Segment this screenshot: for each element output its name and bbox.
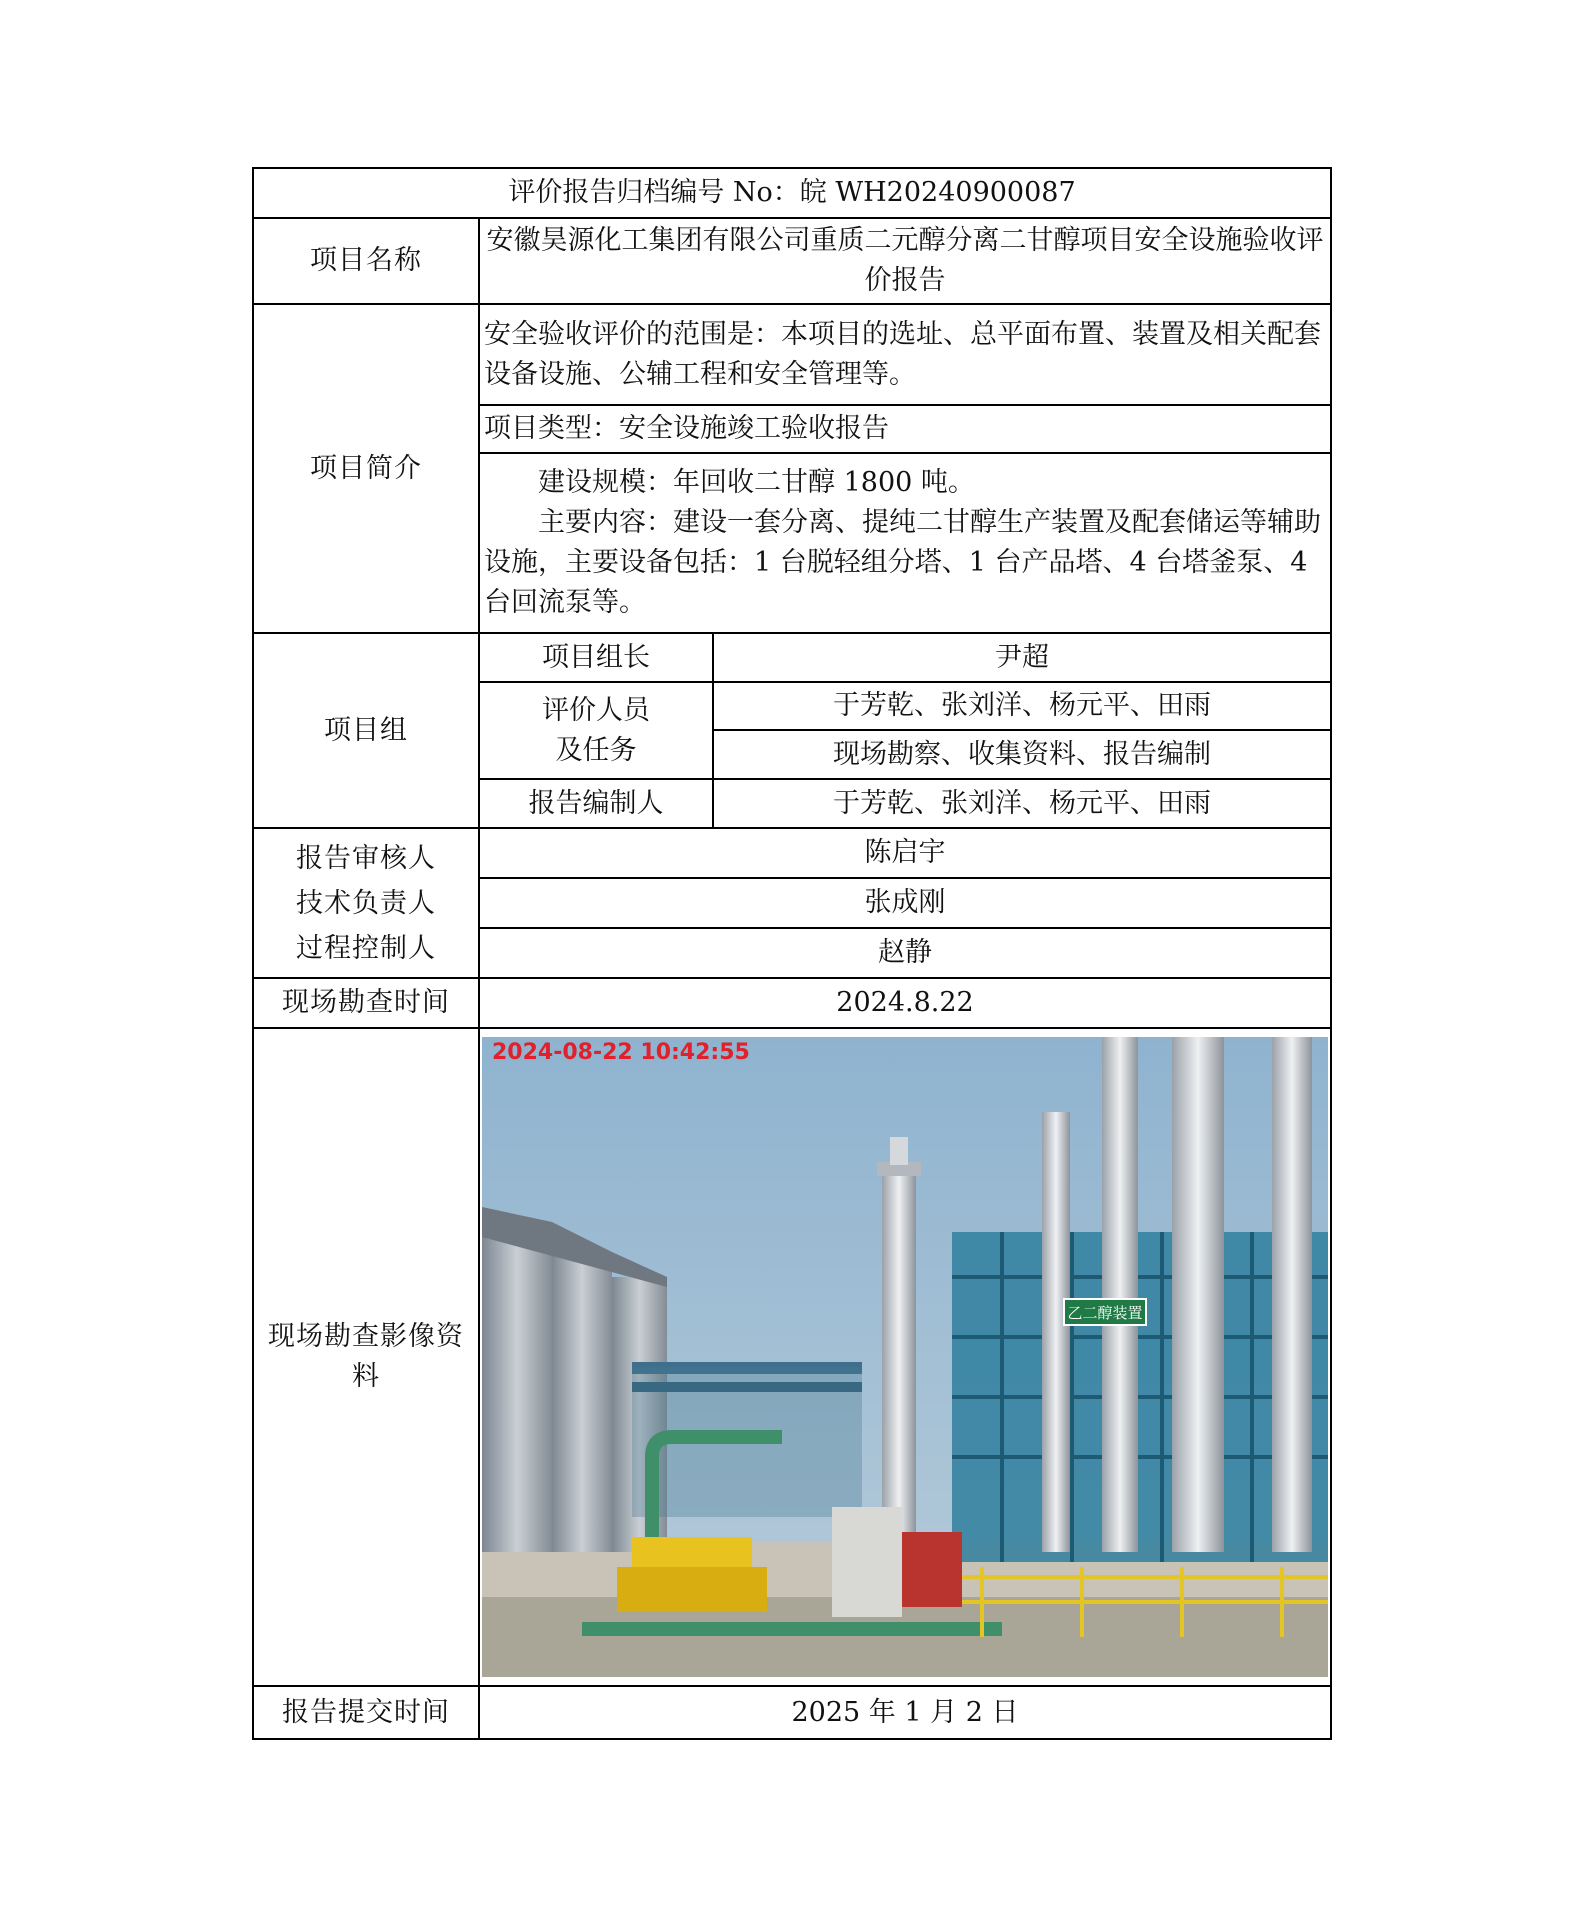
group-leader-value: 尹超 [713,633,1331,682]
project-intro-label: 项目简介 [253,304,479,633]
site-survey-photo [482,1037,1328,1677]
evaluators-label [479,682,713,779]
main-content: 主要内容：建设一套分离、提纯二甘醇生产装置及配套储运等辅助设施，主要设备包括：1 台脱轻组分塔、1 台产品塔、4 台塔釜泵、4 台回流泵等。 [484,507,1321,618]
tech-lead-label: 技术负责人 [296,887,436,919]
process-controller-value: 赵静 [479,928,1331,978]
evaluators-value: 于芳乾、张刘洋、杨元平、田雨 [713,682,1331,730]
evaluation-scope: 安全验收评价的范围是：本项目的选址、总平面布置、装置及相关配套设备设施、公辅工程和安全管理等。 [479,304,1331,405]
reviewer-label: 报告审核人 [296,842,436,874]
project-group-label: 项目组 [253,633,479,828]
evaluation-report-table [252,167,1332,1740]
survey-photo-cell [479,1028,1331,1686]
plant-sign-text: 乙二醇装置 [1067,1304,1143,1322]
tech-lead-value: 张成刚 [479,878,1331,928]
compiler-value: 于芳乾、张刘洋、杨元平、田雨 [713,779,1331,828]
project-name-value: 安徽昊源化工集团有限公司重质二元醇分离二甘醇项目安全设施验收评价报告 [479,218,1331,304]
project-name-label: 项目名称 [253,218,479,304]
process-controller-label: 过程控制人 [296,932,436,964]
evaluators-label-line2: 及任务 [555,734,637,766]
survey-time-value: 2024.8.22 [479,978,1331,1028]
review-labels [253,828,479,978]
photo-timestamp: 2024-08-22 10:42:55 [492,1040,750,1065]
survey-photo-label: 现场勘查影像资料 [253,1028,479,1686]
archive-number: 评价报告归档编号 No：皖 WH20240900087 [253,168,1331,218]
survey-time-label: 现场勘查时间 [253,978,479,1028]
compiler-label: 报告编制人 [479,779,713,828]
evaluators-label-line1: 评价人员 [542,694,650,726]
project-description [479,453,1331,633]
construction-scale: 建设规模：年回收二甘醇 1800 吨。 [538,467,975,498]
evaluator-tasks: 现场勘察、收集资料、报告编制 [713,730,1331,779]
group-leader-label: 项目组长 [479,633,713,682]
submit-time-label: 报告提交时间 [253,1686,479,1739]
reviewer-value: 陈启宇 [479,828,1331,878]
project-type: 项目类型：安全设施竣工验收报告 [479,405,1331,453]
submit-time-value: 2025 年 1 月 2 日 [479,1686,1331,1739]
